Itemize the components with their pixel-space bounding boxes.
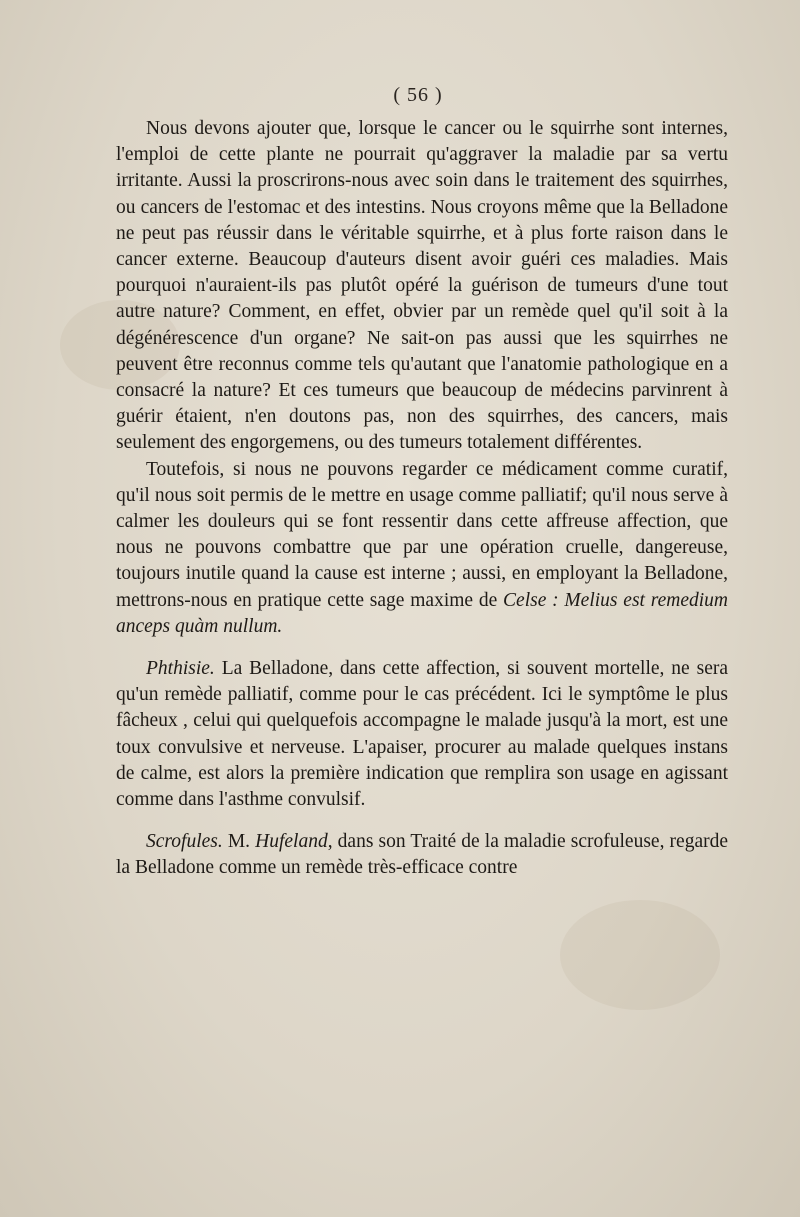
paragraph-palliatif [116,457,728,640]
paper-stain [560,900,720,1010]
paragraph-text: Toutefois, si nous ne pouvons regarder ce médicament comme curatif, qu'il nous soit permis de le mettre en usage comme palliatif; qu'il nous serve à calmer les douleurs qui se font ressentir dans cette affreuse affection, que nous ne pouvons combattre que par une opération cruelle, dangereuse, toujours inutile quand la cause est interne ; aussi, en employant la Belladone, mettrons-nous en pratique cette sage maxime de [116,458,728,611]
paragraph-phthisie [116,656,728,813]
paragraph-text: Nous devons ajouter que, lorsque le cancer ou le squirrhe sont internes, l'emploi de cette plante ne pourrait qu'aggraver la maladie par sa vertu irritante. Aussi la proscrirons-nous avec soin dans le traitement des squirrhes, ou cancers de l'estomac et des intestins. Nous croyons même que la Belladone ne peut pas réussir dans le véritable squirrhe, et à plus forte raison dans le cancer externe. Beaucoup d'auteurs disent avoir guéri ces maladies. Mais pourquoi n'auraient-ils pas plutôt opéré la guérison de tumeurs d'une tout autre nature? Comment, en effet, obvier par un remède quel qu'il soit à la dégénérescence d'un organe? Ne sait-on pas aussi que les squirrhes ne peuvent être reconnus comme tels qu'autant que l'anatomie pathologique en a consacré la nature? Et ces tumeurs que beaucoup de médecins parvinrent à guérir étaient, n'en doutons pas, non des squirrhes, des cancers, mais seulement des engorgemens, ou des tumeurs totalement différentes. [116,118,728,454]
section-heading: Phthisie. [146,658,215,680]
body-text [116,116,728,882]
section-heading: Scrofules. [146,831,223,853]
paragraph-cancer [116,116,728,457]
latin-maxim: Celse : Melius est remedium anceps quàm nullum. [116,589,728,637]
page-number: ( 56 ) [393,84,443,106]
author-name: Hufeland [255,831,328,853]
paragraph-text: M. [222,831,256,853]
paragraph-text: La Belladone, dans cette affection, si souvent mortelle, ne sera qu'un remède palliatif, comme pour le cas précédent. Ici le symptôme le plus fâcheux , celui qui quelquefois accompagne le malade jusqu'à la mort, est une toux convulsive et nerveuse. L'apaiser, procurer au malade quelques instans de calme, est alors la première indication que remplira son usage en agissant comme dans l'asthme convulsif. [116,658,728,811]
paragraph-text: , dans son Traité de la maladie scrofuleuse, regarde la Belladone comme un remède très-efficace contre [116,831,728,879]
paragraph-scrofules [116,829,728,881]
